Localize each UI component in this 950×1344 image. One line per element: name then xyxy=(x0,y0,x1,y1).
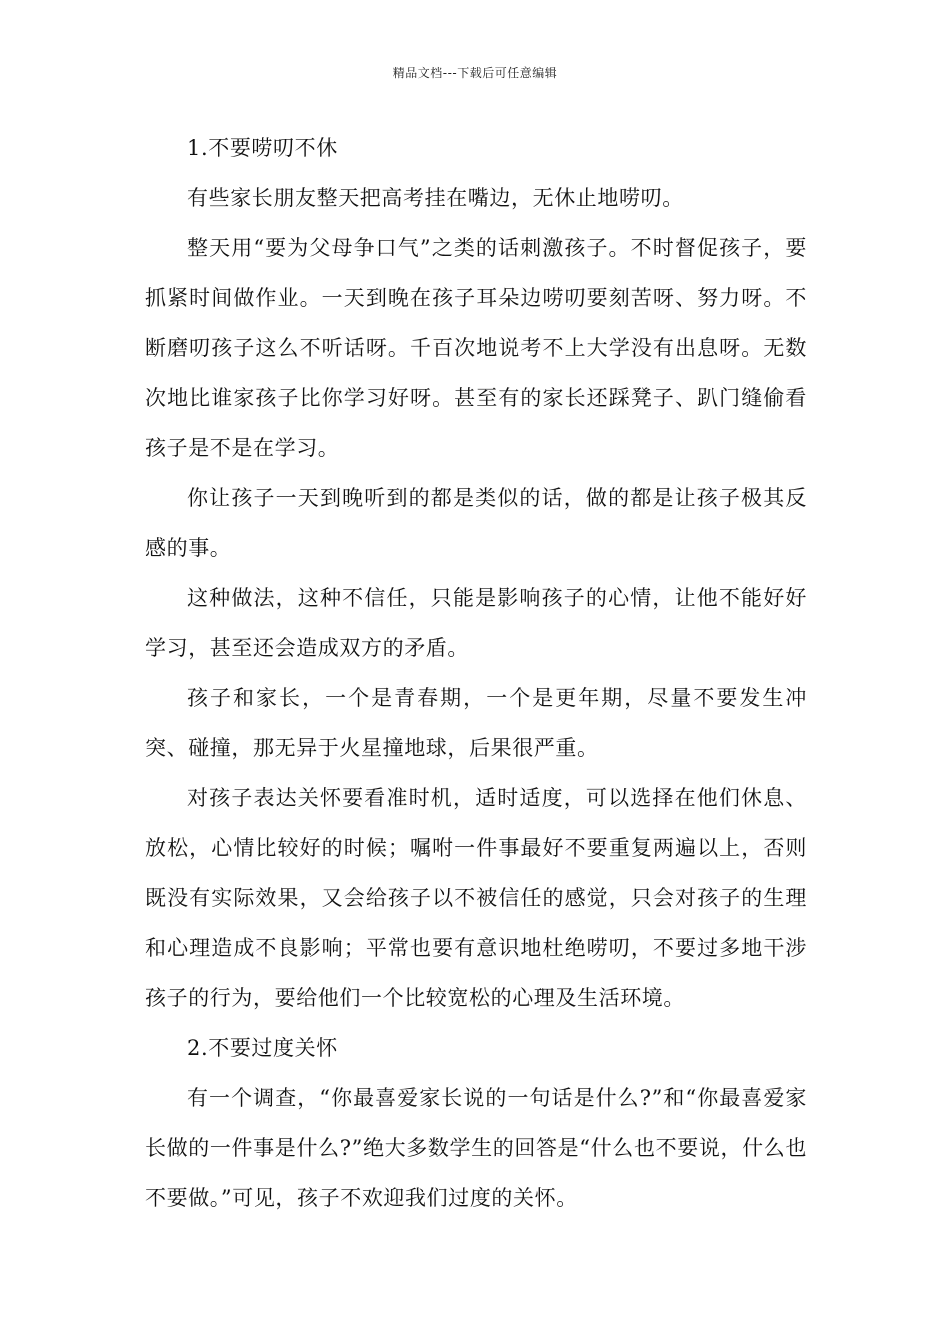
paragraph-2: 整天用“要为父母争口气”之类的话刺激孩子。不时督促孩子，要抓紧时间做作业。一天到晚在孩子耳朵边唠叨要刻苦呀、努力呀。不断磨叨孩子这么不听话呀。千百次地说考不上大学没有出息呀。无数次地比谁家孩子比你学习好呀。甚至有的家长还踩凳子、趴门缝偷看孩子是不是在学习。 xyxy=(145,236,807,460)
paragraph-1: 有些家长朋友整天把高考挂在嘴边，无休止地唠叨。 xyxy=(187,186,684,210)
document-body xyxy=(145,123,807,1223)
paragraph-4: 这种做法，这种不信任，只能是影响孩子的心情，让他不能好好学习，甚至还会造成双方的矛盾。 xyxy=(145,586,807,660)
section-title-1: 1.不要唠叨不休 xyxy=(187,136,338,160)
paragraph-3: 你让孩子一天到晚听到的都是类似的话，做的都是让孩子极其反感的事。 xyxy=(145,486,807,560)
paragraph-5: 孩子和家长，一个是青春期，一个是更年期，尽量不要发生冲突、碰撞，那无异于火星撞地球，后果很严重。 xyxy=(145,686,807,760)
page-header: 精品文档---下载后可任意编辑 xyxy=(392,66,558,80)
section-title-2: 2.不要过度关怀 xyxy=(187,1036,338,1060)
paragraph-7: 有一个调查，“你最喜爱家长说的一句话是什么?”和“你最喜爱家长做的一件事是什么?”绝大多数学生的回答是“什么也不要说，什么也不要做。”可见，孩子不欢迎我们过度的关怀。 xyxy=(145,1086,807,1210)
paragraph-6: 对孩子表达关怀要看准时机，适时适度，可以选择在他们休息、放松，心情比较好的时候；嘱咐一件事最好不要重复两遍以上，否则既没有实际效果，又会给孩子以不被信任的感觉，只会对孩子的生理和心理造成不良影响；平常也要有意识地杜绝唠叨，不要过多地干涉孩子的行为，要给他们一个比较宽松的心理及生活环境。 xyxy=(145,786,807,1010)
